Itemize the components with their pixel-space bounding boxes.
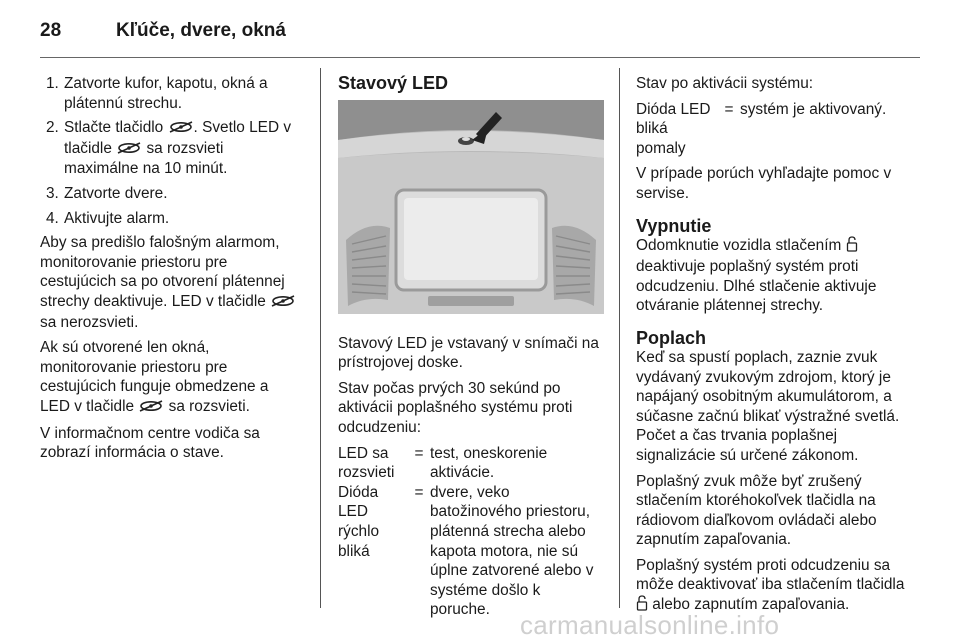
paragraph: Keď sa spustí poplach, zaznie zvuk vydávaný zvukovým zdrojom, ktorý je napájaný osobitným akumulátorom, a súčasne začnú blikať výstražné svetlá. Počet a čas trvania poplašnej signalizácie sú určené zákonom. — [636, 348, 900, 464]
led-status-table — [338, 444, 604, 620]
column-divider-right — [619, 68, 620, 608]
paragraph: Odomknutie vozidla stlačením deaktivuje poplašný systém proti odcudzeniu. Dlhé stlačenie aktivuje otváranie plátennej strechy. — [636, 236, 877, 315]
page-number: 28 — [40, 20, 62, 41]
list-item: 3. Zatvorte dvere. — [46, 184, 168, 202]
header-rule — [40, 57, 920, 58]
remote-lock-icon — [168, 119, 194, 139]
paragraph: Poplašný systém proti odcudzeniu sa môže deaktivovať iba stlačením tlačidla alebo zapnutím zapaľovania. — [636, 556, 908, 617]
page-header — [0, 0, 960, 62]
list-item: 2. Stlačte tlačidlo . Svetlo LED v tlačidle sa rozsvieti maximálne na 10 minút. — [46, 119, 292, 178]
paragraph: V informačnom centre vodiča sa zobrazí informácia o stave. — [40, 424, 260, 462]
watermark: carmanualsonline.info — [520, 610, 780, 640]
table-row: LED sa rozsvieti = test, oneskorenie aktivácie. — [338, 444, 548, 482]
remote-lock-icon — [138, 398, 164, 418]
section-heading-status-led: Stavový LED — [338, 73, 449, 93]
paragraph: Aby sa predišlo falošným alarmom, monitorovanie priestoru pre cestujúcich sa po otvorení plátennej strechy deaktivuje. LED v tlačidle sa nerozsvieti. — [40, 233, 302, 332]
paragraph: V prípade porúch vyhľadajte pomoc v servise. — [636, 165, 892, 202]
column-divider-left — [320, 68, 321, 608]
remote-lock-icon — [270, 293, 296, 313]
table-row: Dióda LED bliká pomaly = systém je aktivovaný. — [636, 100, 887, 157]
list-item: 4. Aktivujte alarm. — [46, 209, 170, 227]
paragraph: Stav počas prvých 30 sekúnd po aktivácii poplašného systému proti odcudzeniu: — [338, 379, 573, 436]
paragraph: Stavový LED je vstavaný v snímači na prístrojovej doske. — [338, 334, 599, 372]
steps-list — [40, 74, 302, 228]
list-item: 1. Zatvorte kufor, kapotu, okná a plátennú strechu. — [46, 75, 268, 112]
section-heading-alarm: Poplach — [636, 327, 707, 348]
table-row: Dióda LED rýchlo bliká = dvere, veko batožinového priestoru, plátenná strecha alebo kapota motora, nie sú úplne zatvorené alebo v systéme došlo k poruche. — [338, 483, 594, 619]
remote-lock-icon — [116, 140, 142, 160]
page-title: Kľúče, dvere, okná — [116, 20, 286, 41]
paragraph: Ak sú otvorené len okná, monitorovanie priestoru pre cestujúcich funguje obmedzene a LED v tlačidle sa rozsvieti. — [40, 338, 302, 417]
paragraph: Poplašný zvuk môže byť zrušený stlačením ktoréhokoľvek tlačidla na rádiovom diaľkovom ovládači alebo zapnutím zapaľovania. — [636, 472, 877, 549]
column-2 — [338, 74, 604, 626]
paragraph: Stav po aktivácii systému: — [636, 75, 814, 92]
unlock-icon — [846, 236, 858, 258]
dashboard-led-photo — [338, 100, 604, 314]
led-status-after-table — [636, 100, 908, 159]
section-heading-off: Vypnutie — [636, 215, 712, 236]
column-1 — [40, 74, 302, 469]
column-3 — [636, 74, 908, 623]
